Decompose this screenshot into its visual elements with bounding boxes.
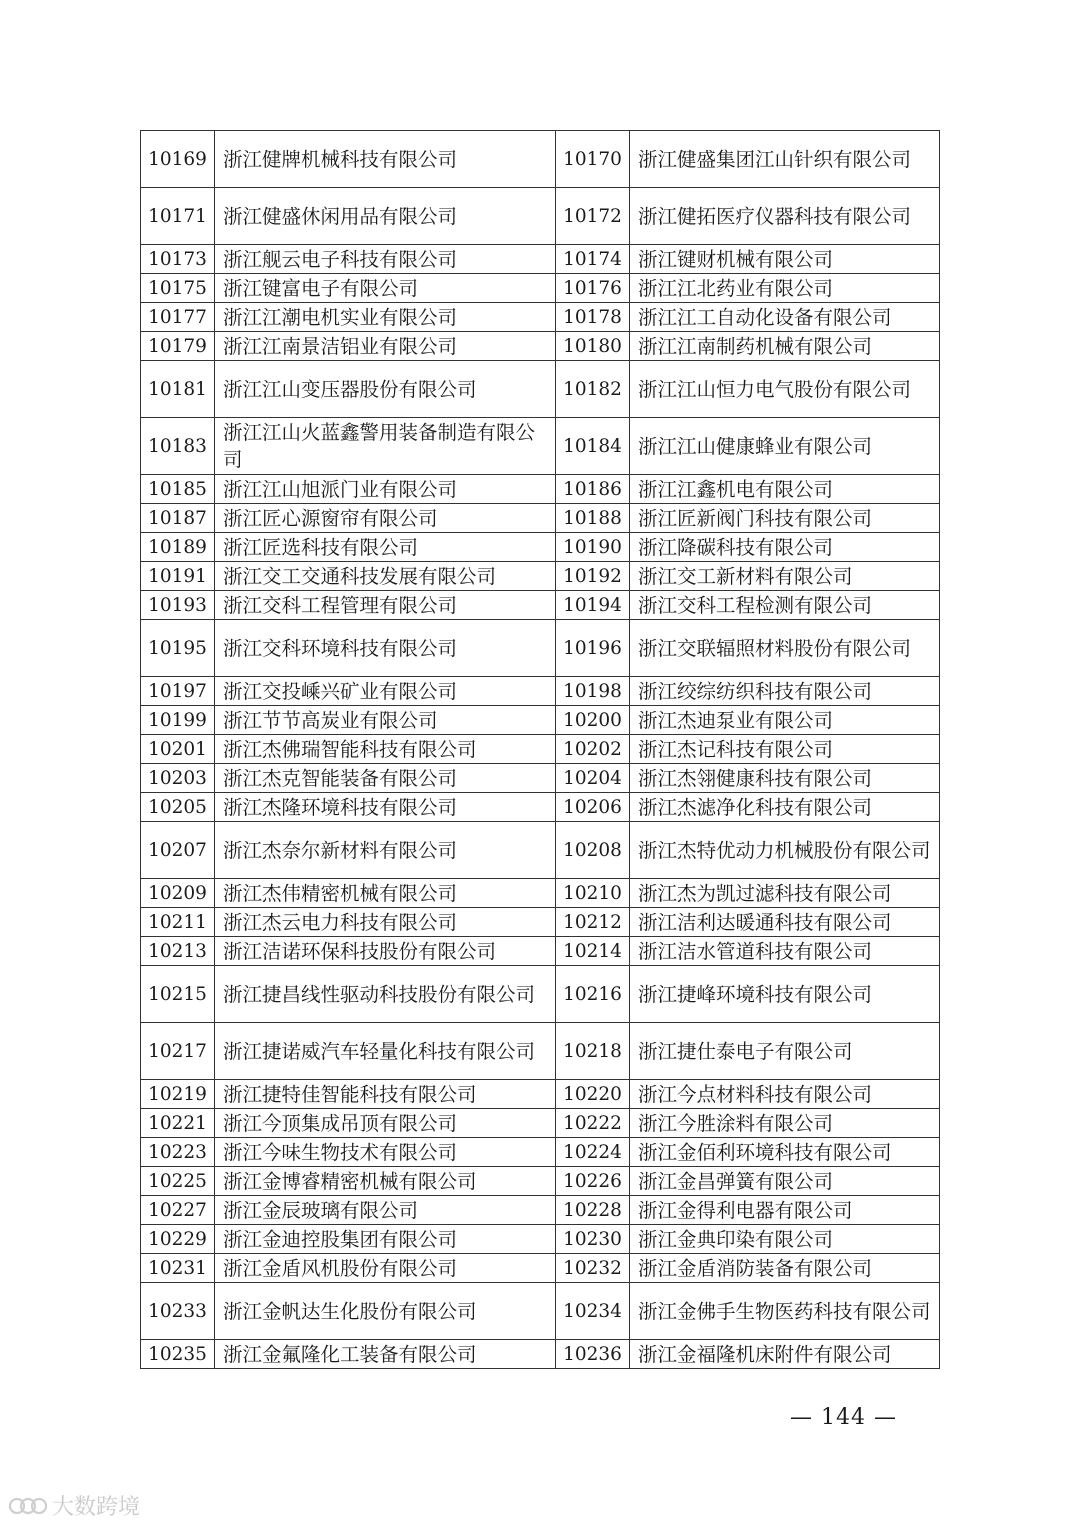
row-number: 10234 xyxy=(556,1283,630,1340)
table-row xyxy=(141,1138,940,1167)
company-name: 浙江金盾风机股份有限公司 xyxy=(215,1254,556,1283)
row-number: 10174 xyxy=(556,245,630,274)
row-number: 10195 xyxy=(141,620,215,677)
row-number: 10201 xyxy=(141,735,215,764)
row-number: 10210 xyxy=(556,879,630,908)
row-number: 10183 xyxy=(141,418,215,475)
company-list-table xyxy=(140,130,940,1369)
table-row xyxy=(141,274,940,303)
table-row xyxy=(141,793,940,822)
row-number: 10215 xyxy=(141,966,215,1023)
row-number: 10188 xyxy=(556,504,630,533)
company-name: 浙江交科工程检测有限公司 xyxy=(630,591,940,620)
company-name: 浙江江南景洁铝业有限公司 xyxy=(215,332,556,361)
row-number: 10236 xyxy=(556,1340,630,1369)
row-number: 10216 xyxy=(556,966,630,1023)
company-name: 浙江杰云电力科技有限公司 xyxy=(215,908,556,937)
row-number: 10186 xyxy=(556,475,630,504)
company-name: 浙江洁利达暖通科技有限公司 xyxy=(630,908,940,937)
company-name: 浙江绞综纺织科技有限公司 xyxy=(630,677,940,706)
page-number: — 144 — xyxy=(790,1405,897,1430)
company-name: 浙江洁诺环保科技股份有限公司 xyxy=(215,937,556,966)
company-name: 浙江金佛手生物医药科技有限公司 xyxy=(630,1283,940,1340)
table-row xyxy=(141,562,940,591)
row-number: 10218 xyxy=(556,1023,630,1080)
row-number: 10233 xyxy=(141,1283,215,1340)
company-name: 浙江江鑫机电有限公司 xyxy=(630,475,940,504)
table-row xyxy=(141,361,940,418)
table-row xyxy=(141,706,940,735)
row-number: 10223 xyxy=(141,1138,215,1167)
company-name: 浙江捷诺威汽车轻量化科技有限公司 xyxy=(215,1023,556,1080)
table-row xyxy=(141,1225,940,1254)
table-row xyxy=(141,677,940,706)
company-name: 浙江降碳科技有限公司 xyxy=(630,533,940,562)
company-name: 浙江杰佛瑞智能科技有限公司 xyxy=(215,735,556,764)
table-row xyxy=(141,908,940,937)
company-name: 浙江江工自动化设备有限公司 xyxy=(630,303,940,332)
company-name: 浙江金帆达生化股份有限公司 xyxy=(215,1283,556,1340)
row-number: 10222 xyxy=(556,1109,630,1138)
company-name: 浙江交科环境科技有限公司 xyxy=(215,620,556,677)
table-row xyxy=(141,764,940,793)
company-name: 浙江匠选科技有限公司 xyxy=(215,533,556,562)
table-row xyxy=(141,937,940,966)
company-name: 浙江金昌弹簧有限公司 xyxy=(630,1167,940,1196)
row-number: 10194 xyxy=(556,591,630,620)
company-name: 浙江健盛集团江山针织有限公司 xyxy=(630,131,940,188)
row-number: 10180 xyxy=(556,332,630,361)
company-name: 浙江杰滤净化科技有限公司 xyxy=(630,793,940,822)
table-row xyxy=(141,418,940,475)
row-number: 10184 xyxy=(556,418,630,475)
table-row xyxy=(141,735,940,764)
row-number: 10172 xyxy=(556,188,630,245)
company-name: 浙江杰翎健康科技有限公司 xyxy=(630,764,940,793)
company-name: 浙江匠新阀门科技有限公司 xyxy=(630,504,940,533)
row-number: 10211 xyxy=(141,908,215,937)
row-number: 10235 xyxy=(141,1340,215,1369)
table-row xyxy=(141,188,940,245)
row-number: 10197 xyxy=(141,677,215,706)
company-name: 浙江金福隆机床附件有限公司 xyxy=(630,1340,940,1369)
company-name: 浙江江山变压器股份有限公司 xyxy=(215,361,556,418)
row-number: 10177 xyxy=(141,303,215,332)
row-number: 10228 xyxy=(556,1196,630,1225)
table-row xyxy=(141,1080,940,1109)
table-row xyxy=(141,533,940,562)
row-number: 10200 xyxy=(556,706,630,735)
row-number: 10198 xyxy=(556,677,630,706)
row-number: 10209 xyxy=(141,879,215,908)
row-number: 10189 xyxy=(141,533,215,562)
row-number: 10179 xyxy=(141,332,215,361)
row-number: 10226 xyxy=(556,1167,630,1196)
company-name: 浙江江南制药机械有限公司 xyxy=(630,332,940,361)
company-name: 浙江捷特佳智能科技有限公司 xyxy=(215,1080,556,1109)
company-name: 浙江江潮电机实业有限公司 xyxy=(215,303,556,332)
row-number: 10202 xyxy=(556,735,630,764)
table-row xyxy=(141,504,940,533)
company-name: 浙江节节高炭业有限公司 xyxy=(215,706,556,735)
company-name: 浙江金佰利环境科技有限公司 xyxy=(630,1138,940,1167)
row-number: 10208 xyxy=(556,822,630,879)
row-number: 10199 xyxy=(141,706,215,735)
row-number: 10175 xyxy=(141,274,215,303)
row-number: 10204 xyxy=(556,764,630,793)
table-row xyxy=(141,966,940,1023)
row-number: 10176 xyxy=(556,274,630,303)
table-row xyxy=(141,591,940,620)
company-name: 浙江杰迪泵业有限公司 xyxy=(630,706,940,735)
company-name: 浙江交投嵊兴矿业有限公司 xyxy=(215,677,556,706)
company-name: 浙江交工新材料有限公司 xyxy=(630,562,940,591)
company-name: 浙江健牌机械科技有限公司 xyxy=(215,131,556,188)
company-name: 浙江捷昌线性驱动科技股份有限公司 xyxy=(215,966,556,1023)
table-row xyxy=(141,822,940,879)
row-number: 10205 xyxy=(141,793,215,822)
company-name: 浙江洁水管道科技有限公司 xyxy=(630,937,940,966)
row-number: 10191 xyxy=(141,562,215,591)
company-name: 浙江今味生物技术有限公司 xyxy=(215,1138,556,1167)
company-name: 浙江匠心源窗帘有限公司 xyxy=(215,504,556,533)
row-number: 10170 xyxy=(556,131,630,188)
row-number: 10232 xyxy=(556,1254,630,1283)
row-number: 10169 xyxy=(141,131,215,188)
company-name: 浙江今胜涂料有限公司 xyxy=(630,1109,940,1138)
table-row xyxy=(141,1196,940,1225)
company-name: 浙江杰为凯过滤科技有限公司 xyxy=(630,879,940,908)
company-name: 浙江杰克智能装备有限公司 xyxy=(215,764,556,793)
company-name: 浙江杰隆环境科技有限公司 xyxy=(215,793,556,822)
row-number: 10207 xyxy=(141,822,215,879)
table-row xyxy=(141,1023,940,1080)
row-number: 10190 xyxy=(556,533,630,562)
company-name: 浙江今点材料科技有限公司 xyxy=(630,1080,940,1109)
table-row xyxy=(141,1340,940,1369)
row-number: 10182 xyxy=(556,361,630,418)
company-list-body xyxy=(141,131,940,1369)
row-number: 10171 xyxy=(141,188,215,245)
table-row xyxy=(141,475,940,504)
company-name: 浙江金博睿精密机械有限公司 xyxy=(215,1167,556,1196)
company-name: 浙江杰伟精密机械有限公司 xyxy=(215,879,556,908)
company-name: 浙江金得利电器有限公司 xyxy=(630,1196,940,1225)
table-row xyxy=(141,1283,940,1340)
row-number: 10212 xyxy=(556,908,630,937)
company-name: 浙江金氟隆化工装备有限公司 xyxy=(215,1340,556,1369)
company-name: 浙江杰记科技有限公司 xyxy=(630,735,940,764)
company-name: 浙江江北药业有限公司 xyxy=(630,274,940,303)
table-row xyxy=(141,879,940,908)
company-name: 浙江金盾消防装备有限公司 xyxy=(630,1254,940,1283)
row-number: 10227 xyxy=(141,1196,215,1225)
company-name: 浙江交科工程管理有限公司 xyxy=(215,591,556,620)
company-name: 浙江交工交通科技发展有限公司 xyxy=(215,562,556,591)
table-row xyxy=(141,332,940,361)
company-name: 浙江江山健康蜂业有限公司 xyxy=(630,418,940,475)
row-number: 10187 xyxy=(141,504,215,533)
row-number: 10221 xyxy=(141,1109,215,1138)
company-name: 浙江江山恒力电气股份有限公司 xyxy=(630,361,940,418)
table-row xyxy=(141,620,940,677)
table-row xyxy=(141,131,940,188)
row-number: 10217 xyxy=(141,1023,215,1080)
row-number: 10185 xyxy=(141,475,215,504)
watermark-text: 大数跨境 xyxy=(52,1495,141,1520)
row-number: 10178 xyxy=(556,303,630,332)
row-number: 10196 xyxy=(556,620,630,677)
company-name: 浙江健盛休闲用品有限公司 xyxy=(215,188,556,245)
table-row xyxy=(141,1167,940,1196)
company-name: 浙江今顶集成吊顶有限公司 xyxy=(215,1109,556,1138)
row-number: 10229 xyxy=(141,1225,215,1254)
row-number: 10193 xyxy=(141,591,215,620)
row-number: 10214 xyxy=(556,937,630,966)
company-name: 浙江金典印染有限公司 xyxy=(630,1225,940,1254)
row-number: 10220 xyxy=(556,1080,630,1109)
row-number: 10219 xyxy=(141,1080,215,1109)
company-name: 浙江舰云电子科技有限公司 xyxy=(215,245,556,274)
company-name: 浙江金迪控股集团有限公司 xyxy=(215,1225,556,1254)
company-name: 浙江健拓医疗仪器科技有限公司 xyxy=(630,188,940,245)
row-number: 10192 xyxy=(556,562,630,591)
row-number: 10230 xyxy=(556,1225,630,1254)
watermark xyxy=(8,1490,140,1521)
table-row xyxy=(141,1254,940,1283)
table-row xyxy=(141,303,940,332)
company-name: 浙江交联辐照材料股份有限公司 xyxy=(630,620,940,677)
company-name: 浙江江山火蓝鑫警用装备制造有限公司 xyxy=(215,418,556,475)
company-name: 浙江杰奈尔新材料有限公司 xyxy=(215,822,556,879)
row-number: 10173 xyxy=(141,245,215,274)
row-number: 10206 xyxy=(556,793,630,822)
row-number: 10224 xyxy=(556,1138,630,1167)
row-number: 10203 xyxy=(141,764,215,793)
row-number: 10181 xyxy=(141,361,215,418)
company-name: 浙江捷峰环境科技有限公司 xyxy=(630,966,940,1023)
row-number: 10231 xyxy=(141,1254,215,1283)
company-name: 浙江键财机械有限公司 xyxy=(630,245,940,274)
row-number: 10213 xyxy=(141,937,215,966)
company-name: 浙江杰特优动力机械股份有限公司 xyxy=(630,822,940,879)
company-name: 浙江键富电子有限公司 xyxy=(215,274,556,303)
row-number: 10225 xyxy=(141,1167,215,1196)
company-name: 浙江金辰玻璃有限公司 xyxy=(215,1196,556,1225)
watermark-logo-icon xyxy=(8,1495,48,1517)
table-row xyxy=(141,1109,940,1138)
company-name: 浙江捷仕泰电子有限公司 xyxy=(630,1023,940,1080)
company-name: 浙江江山旭派门业有限公司 xyxy=(215,475,556,504)
table-row xyxy=(141,245,940,274)
